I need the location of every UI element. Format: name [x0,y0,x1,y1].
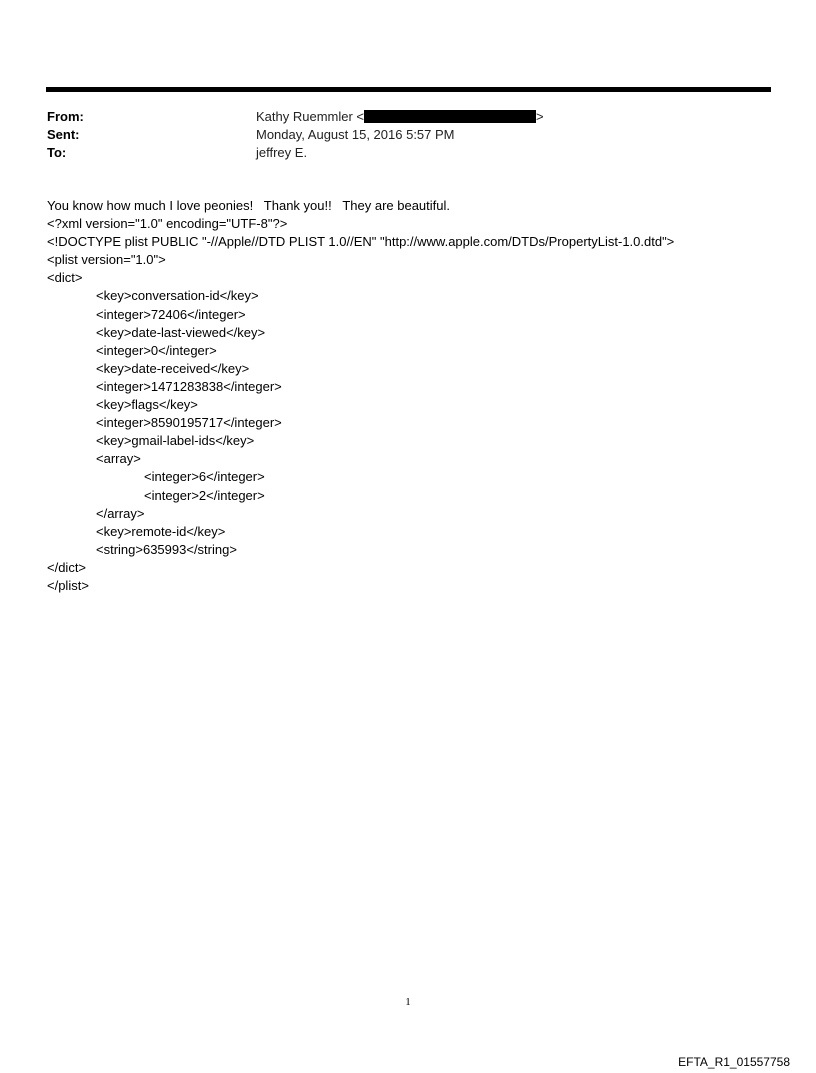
header-divider [46,87,771,92]
page-number: 1 [405,996,411,1008]
to-label: To: [47,145,67,160]
redaction-block [364,110,536,123]
from-suffix: > [536,109,544,124]
plist-line: <array> [96,451,141,467]
plist-line: <integer>6</integer> [144,469,265,485]
plist-line: <plist version="1.0"> [47,252,166,268]
document-id: EFTA_R1_01557758 [678,1055,790,1069]
plist-line: </array> [96,505,145,521]
from-label: From: [47,109,84,124]
from-value [256,108,544,126]
from-name: Kathy Ruemmler < [256,109,365,124]
plist-line: <integer>72406</integer> [96,306,246,322]
plist-line: <key>date-received</key> [96,360,250,376]
plist-line: </plist> [47,577,89,593]
plist-line: <integer>8590195717</integer> [96,415,282,431]
message-text: You know how much I love peonies! Thank you!! They are beautiful. [47,198,451,213]
plist-line: <integer>2</integer> [144,487,265,503]
plist-line: <key>date-last-viewed</key> [96,324,266,340]
plist-line: <dict> [47,270,83,286]
plist-line: <key>remote-id</key> [96,523,226,539]
plist-line: </dict> [47,559,87,575]
plist-line: <key>flags</key> [96,397,198,413]
plist-line: <string>635993</string> [96,541,237,557]
plist-line: <key>gmail-label-ids</key> [96,433,255,449]
sent-value: Monday, August 15, 2016 5:57 PM [256,127,455,142]
email-body [47,197,674,595]
plist-line: <?xml version="1.0" encoding="UTF-8"?> [47,216,288,232]
plist-line: <key>conversation-id</key> [96,288,259,304]
plist-line: <!DOCTYPE plist PUBLIC "-//Apple//DTD PLIST 1.0//EN" "http://www.apple.com/DTDs/PropertyList-1.0.dtd"> [47,234,675,250]
to-value: jeffrey E. [256,145,308,160]
plist-line: <integer>0</integer> [96,342,217,358]
sent-label: Sent: [47,127,80,142]
plist-line: <integer>1471283838</integer> [96,378,282,394]
